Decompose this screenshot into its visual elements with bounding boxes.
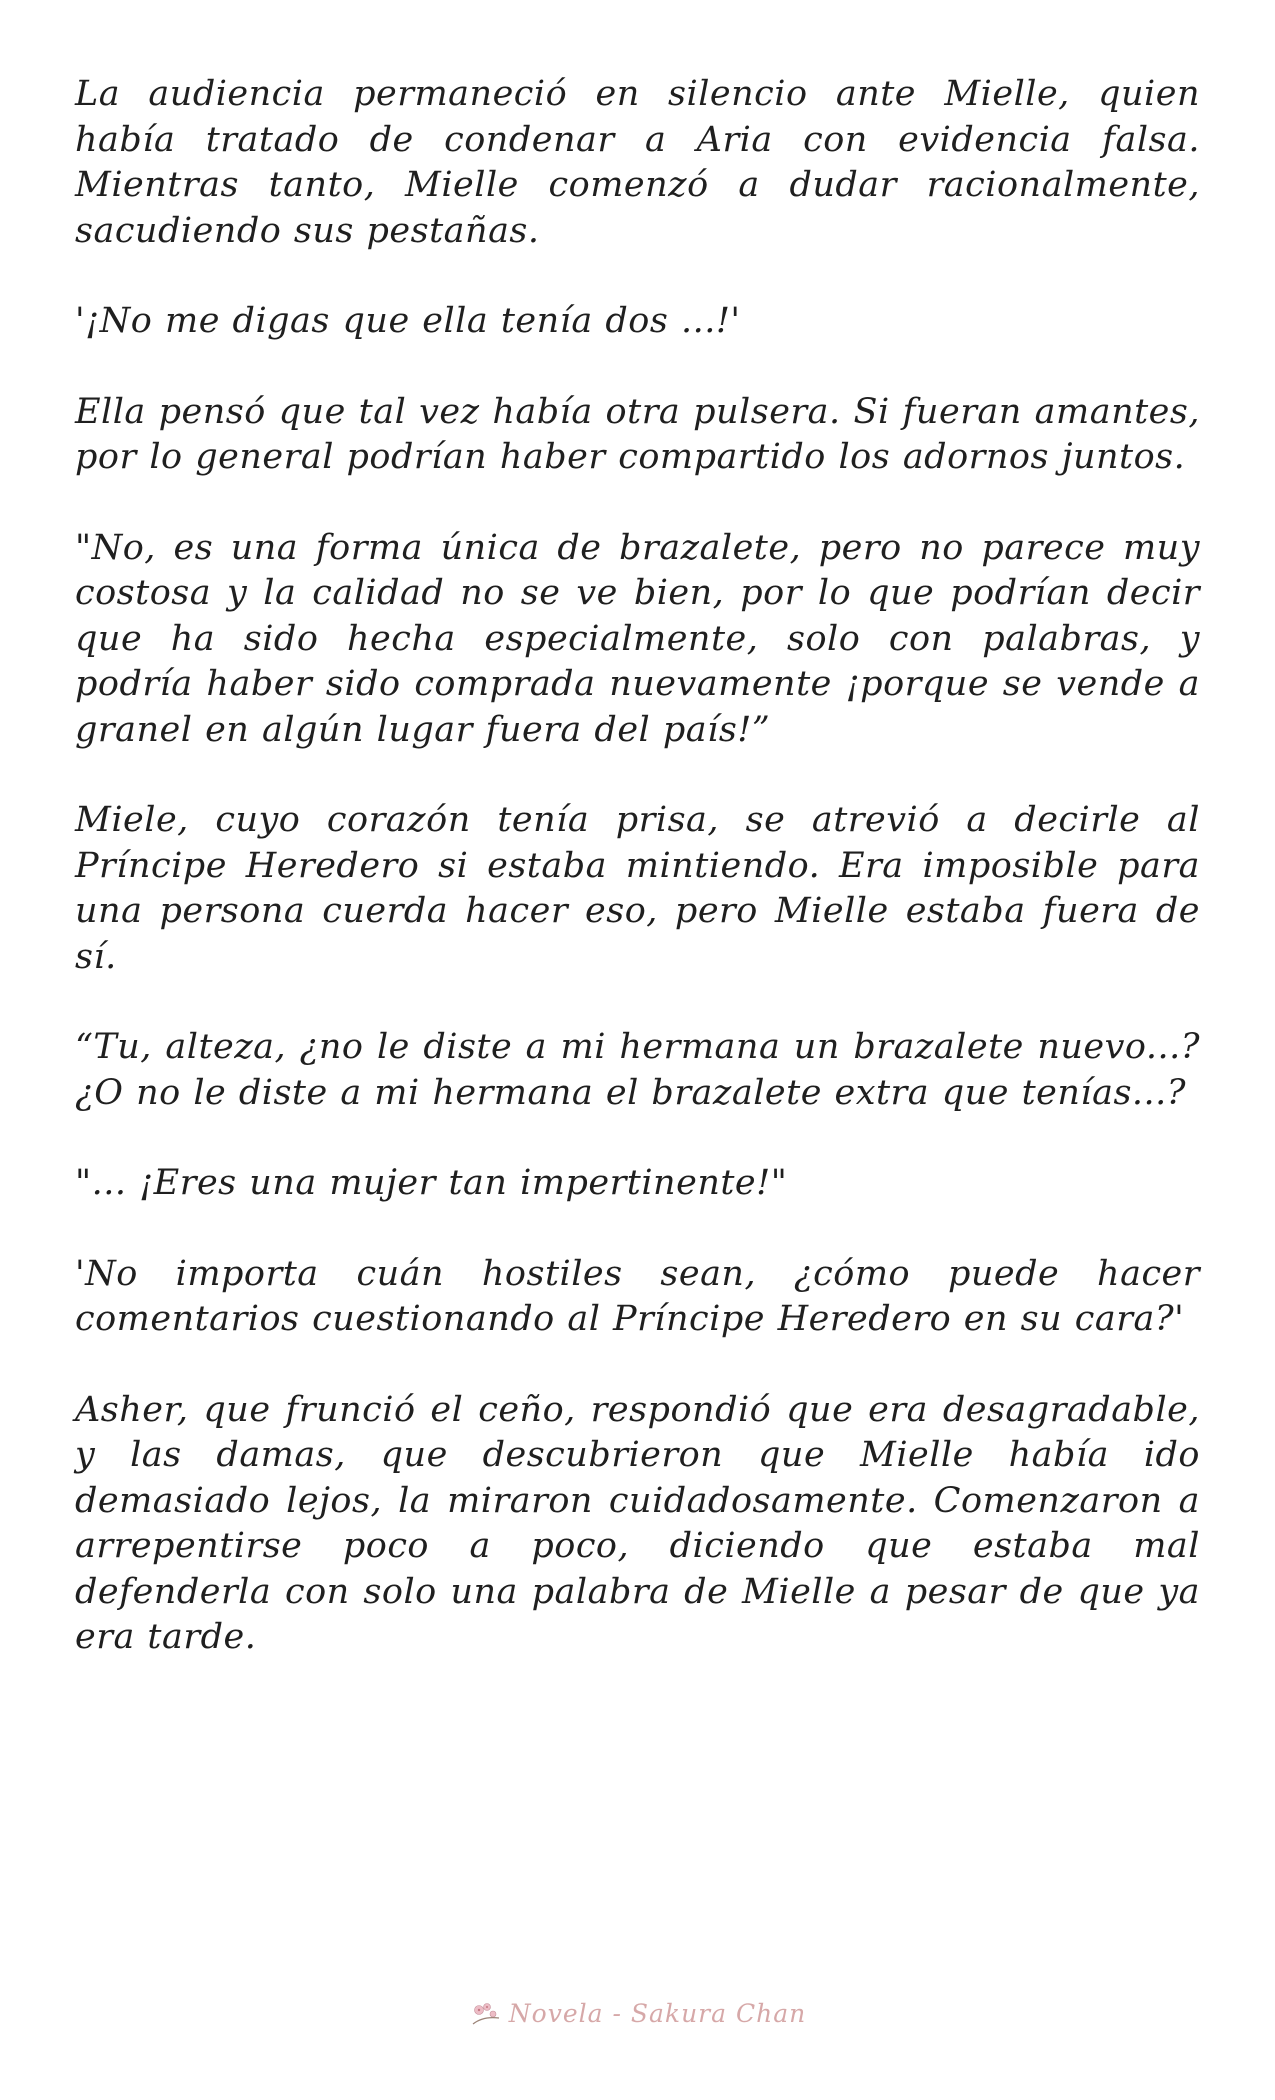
paragraph-8: 'No importa cuán hostiles sean, ¿cómo puede hacer comentarios cuestionando al Príncipe Heredero en su cara?' <box>75 1253 1200 1339</box>
story-text <box>75 72 1200 1706</box>
footer <box>0 1992 1275 2034</box>
paragraph-7: "... ¡Eres una mujer tan impertinente!" <box>75 1163 788 1203</box>
paragraph-6: “Tu, alteza, ¿no le diste a mi hermana un brazalete nuevo...? ¿O no le diste a mi hermana el brazalete extra que tenías...? <box>75 1027 1200 1113</box>
watermark-logo <box>469 1998 806 2028</box>
paragraph-5: Miele, cuyo corazón tenía prisa, se atrevió a decirle al Príncipe Heredero si estaba mintiendo. Era imposible para una persona cuerda hacer eso, pero Mielle estaba fuera de sí. <box>75 800 1200 977</box>
watermark-text: Novela - Sakura Chan <box>508 1998 807 2028</box>
paragraph-2: '¡No me digas que ella tenía dos ...!' <box>75 301 741 341</box>
paragraph-9: Asher, que frunció el ceño, respondió que era desagradable, y las damas, que descubrieron que Mielle había ido demasiado lejos, la miraron cuidadosamente. Comenzaron a arrepentirse poco a poco, diciendo que estaba mal defenderla con solo una palabra de Mielle a pesar de que ya era tarde. <box>75 1389 1200 1657</box>
paragraph-4: "No, es una forma única de brazalete, pero no parece muy costosa y la calidad no se ve bien, por lo que podrían decir que ha sido hecha especialmente, solo con palabras, y podría haber sido comprada nuevamente ¡porque se vende a granel en algún lugar fuera del país!” <box>75 527 1200 750</box>
paragraph-3: Ella pensó que tal vez había otra pulsera. Si fueran amantes, por lo general podrían haber compartido los adornos juntos. <box>75 391 1200 477</box>
paragraph-1: La audiencia permaneció en silencio ante Mielle, quien había tratado de condenar a Aria con evidencia falsa. Mientras tanto, Mielle comenzó a dudar racionalmente, sacudiendo sus pestañas. <box>75 74 1200 251</box>
sakura-flower-icon <box>469 1998 503 2028</box>
